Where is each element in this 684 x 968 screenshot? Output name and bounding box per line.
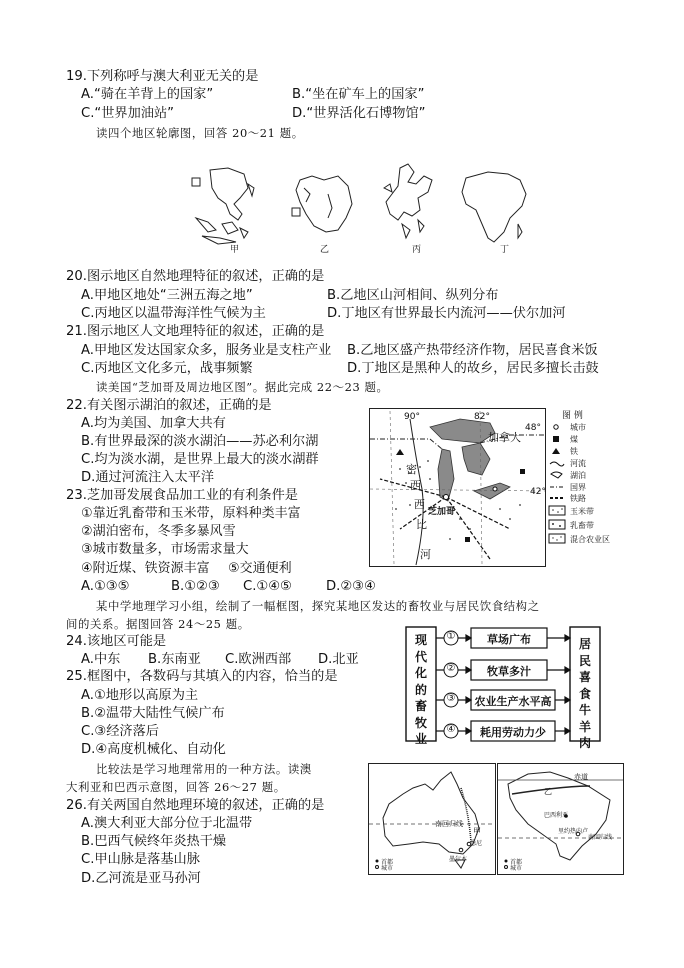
q26-stem: 26.有关两国自然地理环境的叙述，正确的是: [66, 798, 325, 813]
map-label-ding: 丁: [500, 245, 510, 255]
bra-city-2: 里约热内卢: [558, 828, 589, 835]
canada-label: 加拿大: [488, 431, 521, 444]
aus-tropic-label: 南回归线: [435, 820, 463, 828]
q19-option-d: D.“世界活化石博物馆”: [292, 106, 426, 121]
q25-stem: 25.框图中，各数码与其填入的内容，恰当的是: [66, 669, 338, 684]
map-label-bing: 丙: [412, 245, 422, 255]
chicago-map: [369, 408, 546, 567]
q19-option-c: C.“世界加油站”: [81, 106, 175, 121]
flow-left-box: 现代化的畜牧业: [414, 633, 427, 746]
lake-superior: [430, 419, 495, 443]
q24-option-b: B.东南亚: [148, 652, 201, 667]
flow-item-3: 农业生产水平高: [474, 695, 552, 708]
q23-item-2: ②湖泊密布，冬季多暴风雪: [81, 524, 236, 539]
outline-map-yi: [292, 176, 352, 232]
q20-option-a: A.甲地区地处“三洲五海之地”: [81, 288, 253, 303]
q23-item-5: ⑤交通便利: [228, 561, 292, 576]
intro-24-25-line1: 某中学地理学习小组，绘制了一幅框图，探究某地区发达的畜牧业与居民饮食结构之: [96, 599, 540, 613]
intro-24-25-line2: 间的关系。据图回答 24～25 题。: [66, 617, 250, 631]
flow-right-box: 居民喜食牛羊肉: [578, 637, 591, 750]
river-char-1: 密: [406, 463, 417, 476]
outline-map-bing: [384, 164, 432, 238]
q22-stem: 22.有关图示湖泊的叙述，正确的是: [66, 398, 272, 413]
intro-26-27-line1: 比较法是学习地理常用的一种方法。读澳: [96, 762, 312, 776]
q22-option-a: A.均为美国、加拿大共有: [81, 416, 226, 431]
q25-option-d: D.④高度机械化、自动化: [81, 742, 226, 757]
outline-map-jia: [192, 168, 254, 244]
legend-railway: 铁路: [570, 494, 586, 503]
map-label-yi: 乙: [320, 245, 330, 255]
australia-map: [368, 763, 496, 875]
flow-num-2: ②: [446, 663, 456, 674]
map-label-jia: 甲: [230, 245, 240, 255]
flow-item-1: 草场广布: [487, 633, 531, 646]
legend-city: 城市: [570, 423, 586, 432]
q23-item-4: ④附近煤、铁资源丰富: [81, 561, 210, 576]
aus-city-2: 墨尔本: [449, 856, 468, 863]
q26-option-d: D.乙河流是亚马孙河: [81, 871, 201, 886]
legend-lake: 湖泊: [570, 471, 586, 480]
livestock-flow-diagram: [405, 626, 601, 750]
q25-option-b: B.②温带大陆性气候广布: [81, 706, 225, 721]
flow-num-4: ④: [446, 724, 456, 735]
q23-option-b: B.①②③: [171, 579, 220, 594]
flow-item-2: 牧草多汁: [487, 665, 531, 678]
aus-legend-city: 城市: [381, 865, 394, 872]
legend-iron: 铁: [570, 447, 578, 456]
q20-stem: 20.图示地区自然地理特征的叙述，正确的是: [66, 269, 325, 284]
q23-item-1: ①靠近乳畜带和玉米带，原料种类丰富: [81, 506, 301, 521]
river-char-3: 西: [414, 498, 425, 511]
q24-stem: 24.该地区可能是: [66, 634, 167, 649]
legend-river: 河流: [570, 459, 586, 468]
q23-item-3: ③城市数量多，市场需求量大: [81, 542, 249, 557]
bra-legend-capital: 首都: [510, 859, 523, 866]
river-char-4: 比: [416, 518, 427, 531]
aus-city-1: 悉尼: [470, 840, 483, 847]
q22-option-d: D.通过河流注入太平洋: [81, 470, 215, 485]
q20-option-b: B.乙地区山河相间、纵列分布: [327, 288, 499, 303]
legend-border: 国界: [570, 483, 586, 492]
outline-map-ding: [462, 172, 526, 242]
q21-stem: 21.图示地区人文地理特征的叙述，正确的是: [66, 324, 325, 339]
legend-dairy-belt: 乳畜带: [570, 521, 594, 530]
q21-option-c: C.丙地区文化多元，战事频繁: [81, 361, 253, 376]
q22-option-c: C.均为淡水湖，是世界上最大的淡水湖群: [81, 452, 319, 467]
q23-stem: 23.芝加哥发展食品加工业的有利条件是: [66, 488, 298, 503]
q26-option-b: B.巴西气候终年炎热干燥: [81, 834, 227, 849]
q25-option-c: C.③经济落后: [81, 724, 159, 739]
q19-option-b: B.“坐在矿车上的国家”: [292, 87, 425, 102]
q23-option-d: D.②③④: [326, 579, 376, 594]
q21-option-d: D.丁地区是黑种人的故乡，居民多擅长击鼓: [347, 361, 599, 376]
q21-option-a: A.甲地区发达国家众多，服务业是支柱产业: [81, 343, 332, 358]
aus-legend-capital: 首都: [381, 859, 394, 866]
q21-option-b: B.乙地区盛产热带经济作物，居民喜食米饭: [347, 343, 598, 358]
bra-city-1: 巴西利亚: [544, 812, 569, 819]
q24-option-c: C.欧洲西部: [225, 652, 292, 667]
legend-corn-belt: 玉米带: [570, 507, 594, 516]
q26-option-a: A.澳大利亚大部分位于北温带: [81, 816, 253, 831]
q24-option-d: D.北亚: [318, 652, 359, 667]
river-char-2: 西: [410, 479, 421, 492]
lon-82-label: 82°: [474, 412, 490, 422]
lat-48-label: 48°: [525, 423, 541, 433]
q22-option-b: B.有世界最深的淡水湖泊——苏必利尔湖: [81, 434, 319, 449]
intro-20-21: 读四个地区轮廓图，回答 20～21 题。: [96, 126, 304, 140]
intro-26-27-line2: 大利亚和巴西示意图，回答 26～27 题。: [66, 780, 286, 794]
q19-stem: 19.下列称呼与澳大利亚无关的是: [66, 69, 259, 84]
q20-option-c: C.丙地区以温带海洋性气候为主: [81, 306, 266, 321]
q19-option-a: A.“骑在羊背上的国家”: [81, 87, 214, 102]
q24-option-a: A.中东: [81, 652, 121, 667]
q25-option-a: A.①地形以高原为主: [81, 688, 199, 703]
q23-option-c: C.①④⑤: [243, 579, 292, 594]
q23-option-a: A.①③⑤: [81, 579, 130, 594]
legend-title: 图 例: [562, 411, 583, 421]
region-outline-maps: [188, 158, 548, 254]
lake-erie: [474, 483, 510, 499]
legend-mixed-farming: 混合农业区: [570, 535, 610, 544]
intro-22-23: 读美国“芝加哥及周边地区图”。据此完成 22～23 题。: [96, 380, 389, 394]
q26-option-c: C.甲山脉是落基山脉: [81, 852, 200, 867]
river-char-5: 河: [420, 548, 431, 561]
flow-num-3: ③: [446, 693, 456, 704]
bra-legend-city: 城市: [510, 865, 523, 872]
q20-option-d: D.丁地区有世界最长内流河——伏尔加河: [327, 306, 566, 321]
lat-42-label: 42°: [530, 487, 546, 497]
lake-huron: [462, 443, 490, 475]
bra-yi-label: 乙: [544, 787, 552, 796]
brazil-map: [497, 763, 624, 875]
aus-jia-label: 甲: [473, 827, 481, 836]
chicago-legend: [548, 408, 618, 565]
bra-equator-label: 赤道: [574, 773, 588, 781]
legend-coal: 煤: [570, 435, 578, 444]
flow-item-4: 耗用劳动力少: [480, 726, 546, 739]
chicago-label: 芝加哥: [428, 507, 456, 517]
lake-michigan: [438, 449, 454, 501]
flow-num-1: ①: [446, 631, 456, 642]
bra-tropic-label: 南回归线: [588, 834, 613, 841]
lon-90-label: 90°: [404, 412, 420, 422]
